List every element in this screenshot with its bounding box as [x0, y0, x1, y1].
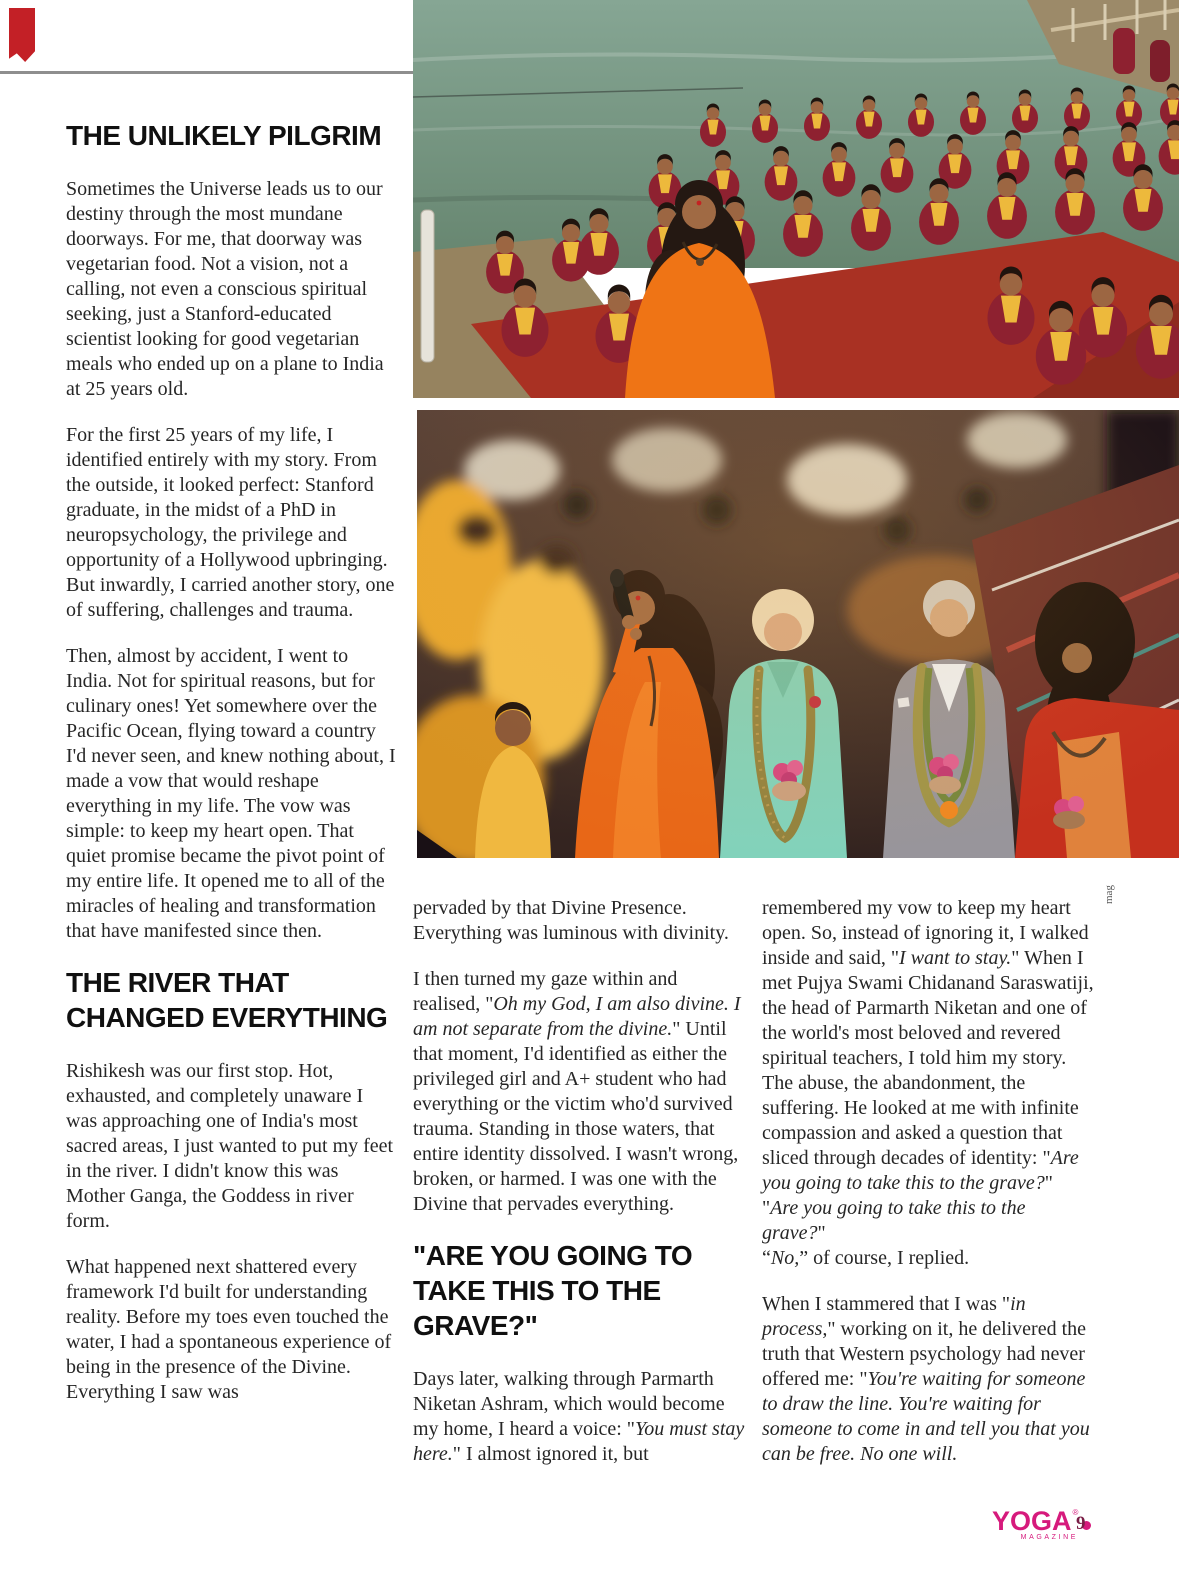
yoga-magazine-logo: [992, 1508, 1142, 1535]
photo-top-illustration: [413, 0, 1179, 398]
heading-take-this-to-the-grave: "ARE YOU GOING TO TAKE THIS TO THE GRAVE?": [413, 1240, 693, 1341]
logo-text: YOGA: [992, 1506, 1072, 1536]
left-column: [66, 118, 398, 1426]
paragraph: When I stammered that I was "in process," working on it, he delivered the truth that Western psychology had never offered me: "You're waiting for someone to draw the line. You're waiting for someone to come in and tell you that you can be free. No one will.: [762, 1293, 1090, 1465]
right-column: [762, 896, 1094, 1488]
page-number: 9: [1076, 1513, 1086, 1534]
paragraph: Sometimes the Universe leads us to our destiny through the most mundane doorways. For me, that doorway was vegetarian food. Not a vision, not a calling, not even a conscious spiritual seeking, just a Stanford-educated scientist looking for good vegetarian meals who ended up on a plane to India at 25 years old.: [66, 178, 384, 400]
photo-bottom-illustration: [417, 410, 1179, 858]
photo-credit-vertical: mag: [1103, 885, 1115, 904]
footer: [992, 1508, 1142, 1558]
registered-mark: ®: [1072, 1508, 1079, 1517]
photo-riverside-meditation: [413, 0, 1179, 398]
paragraph: pervaded by that Divine Presence. Everything was luminous with divinity.: [413, 897, 729, 944]
heading-river-changed-everything: THE RIVER THAT CHANGED EVERYTHING: [66, 967, 388, 1033]
paragraph: For the first 25 years of my life, I identified entirely with my story. From the outside, it looked perfect: Stanford graduate, in the midst of a PhD in neuropsychology, the privilege and opportunity of a Hollywood upbringing. But inwardly, I carried another story, one of suffering, challenges and trauma.: [66, 424, 395, 621]
red-corner-mark: [9, 8, 35, 62]
paragraph: What happened next shattered every framework I'd built for understanding reality. Before my toes even touched the water, I had a spontaneous experience of being in the presence of the Divine. Everything I saw was: [66, 1256, 392, 1403]
heading-unlikely-pilgrim: THE UNLIKELY PILGRIM: [66, 120, 382, 151]
paragraph: I then turned my gaze within and realised, "Oh my God, I am also divine. I am not separate from the divine." Until that moment, I'd identified as either the privileged girl and A+ student who had everything or the victim who'd survived trauma. Standing in those waters, that entire identity dissolved. I wasn't wrong, broken, or harmed. I was one with the Divine that pervades everything.: [413, 968, 741, 1215]
middle-column: [413, 896, 747, 1488]
paragraph: Days later, walking through Parmarth Niketan Ashram, which would become my home, I heard a voice: "You must stay here." I almost ignored it, but: [413, 1368, 745, 1465]
logo-subtitle: MAGAZINE: [1020, 1534, 1078, 1541]
paragraph: remembered my vow to keep my heart open. So, instead of ignoring it, I walked inside and said, "I want to stay." When I met Pujya Swami Chidanand Saraswatiji, the head of Parmarth Niketan and one of the world's most beloved and revered spiritual teachers, I told him my story. The abuse, the abandonment, the suffering. He looked at me with infinite compassion and asked a question that sliced through decades of identity: "Are you going to take this to the grave?" "Are you going to take this to the grave?" “No,” of course, I replied.: [762, 897, 1094, 1269]
paragraph: Rishikesh was our first stop. Hot, exhausted, and completely unaware I was approaching one of India's most sacred areas, I just wanted to put my feet in the river. I didn't know this was Mother Ganga, the Goddess in river form.: [66, 1060, 394, 1232]
photo-royal-aarti: [417, 410, 1179, 858]
top-rule-line: [0, 71, 413, 74]
paragraph: Then, almost by accident, I went to India. Not for spiritual reasons, but for culinary ones! Yet somewhere over the Pacific Ocean, flying toward a country I'd never seen, and knew nothing about, I made a vow that would reshape everything in my life. The vow was simple: to keep my heart open. That quiet promise became the pivot point of my entire life. It opened me to all of the miracles of healing and transformation that have manifested since then.: [66, 645, 396, 942]
